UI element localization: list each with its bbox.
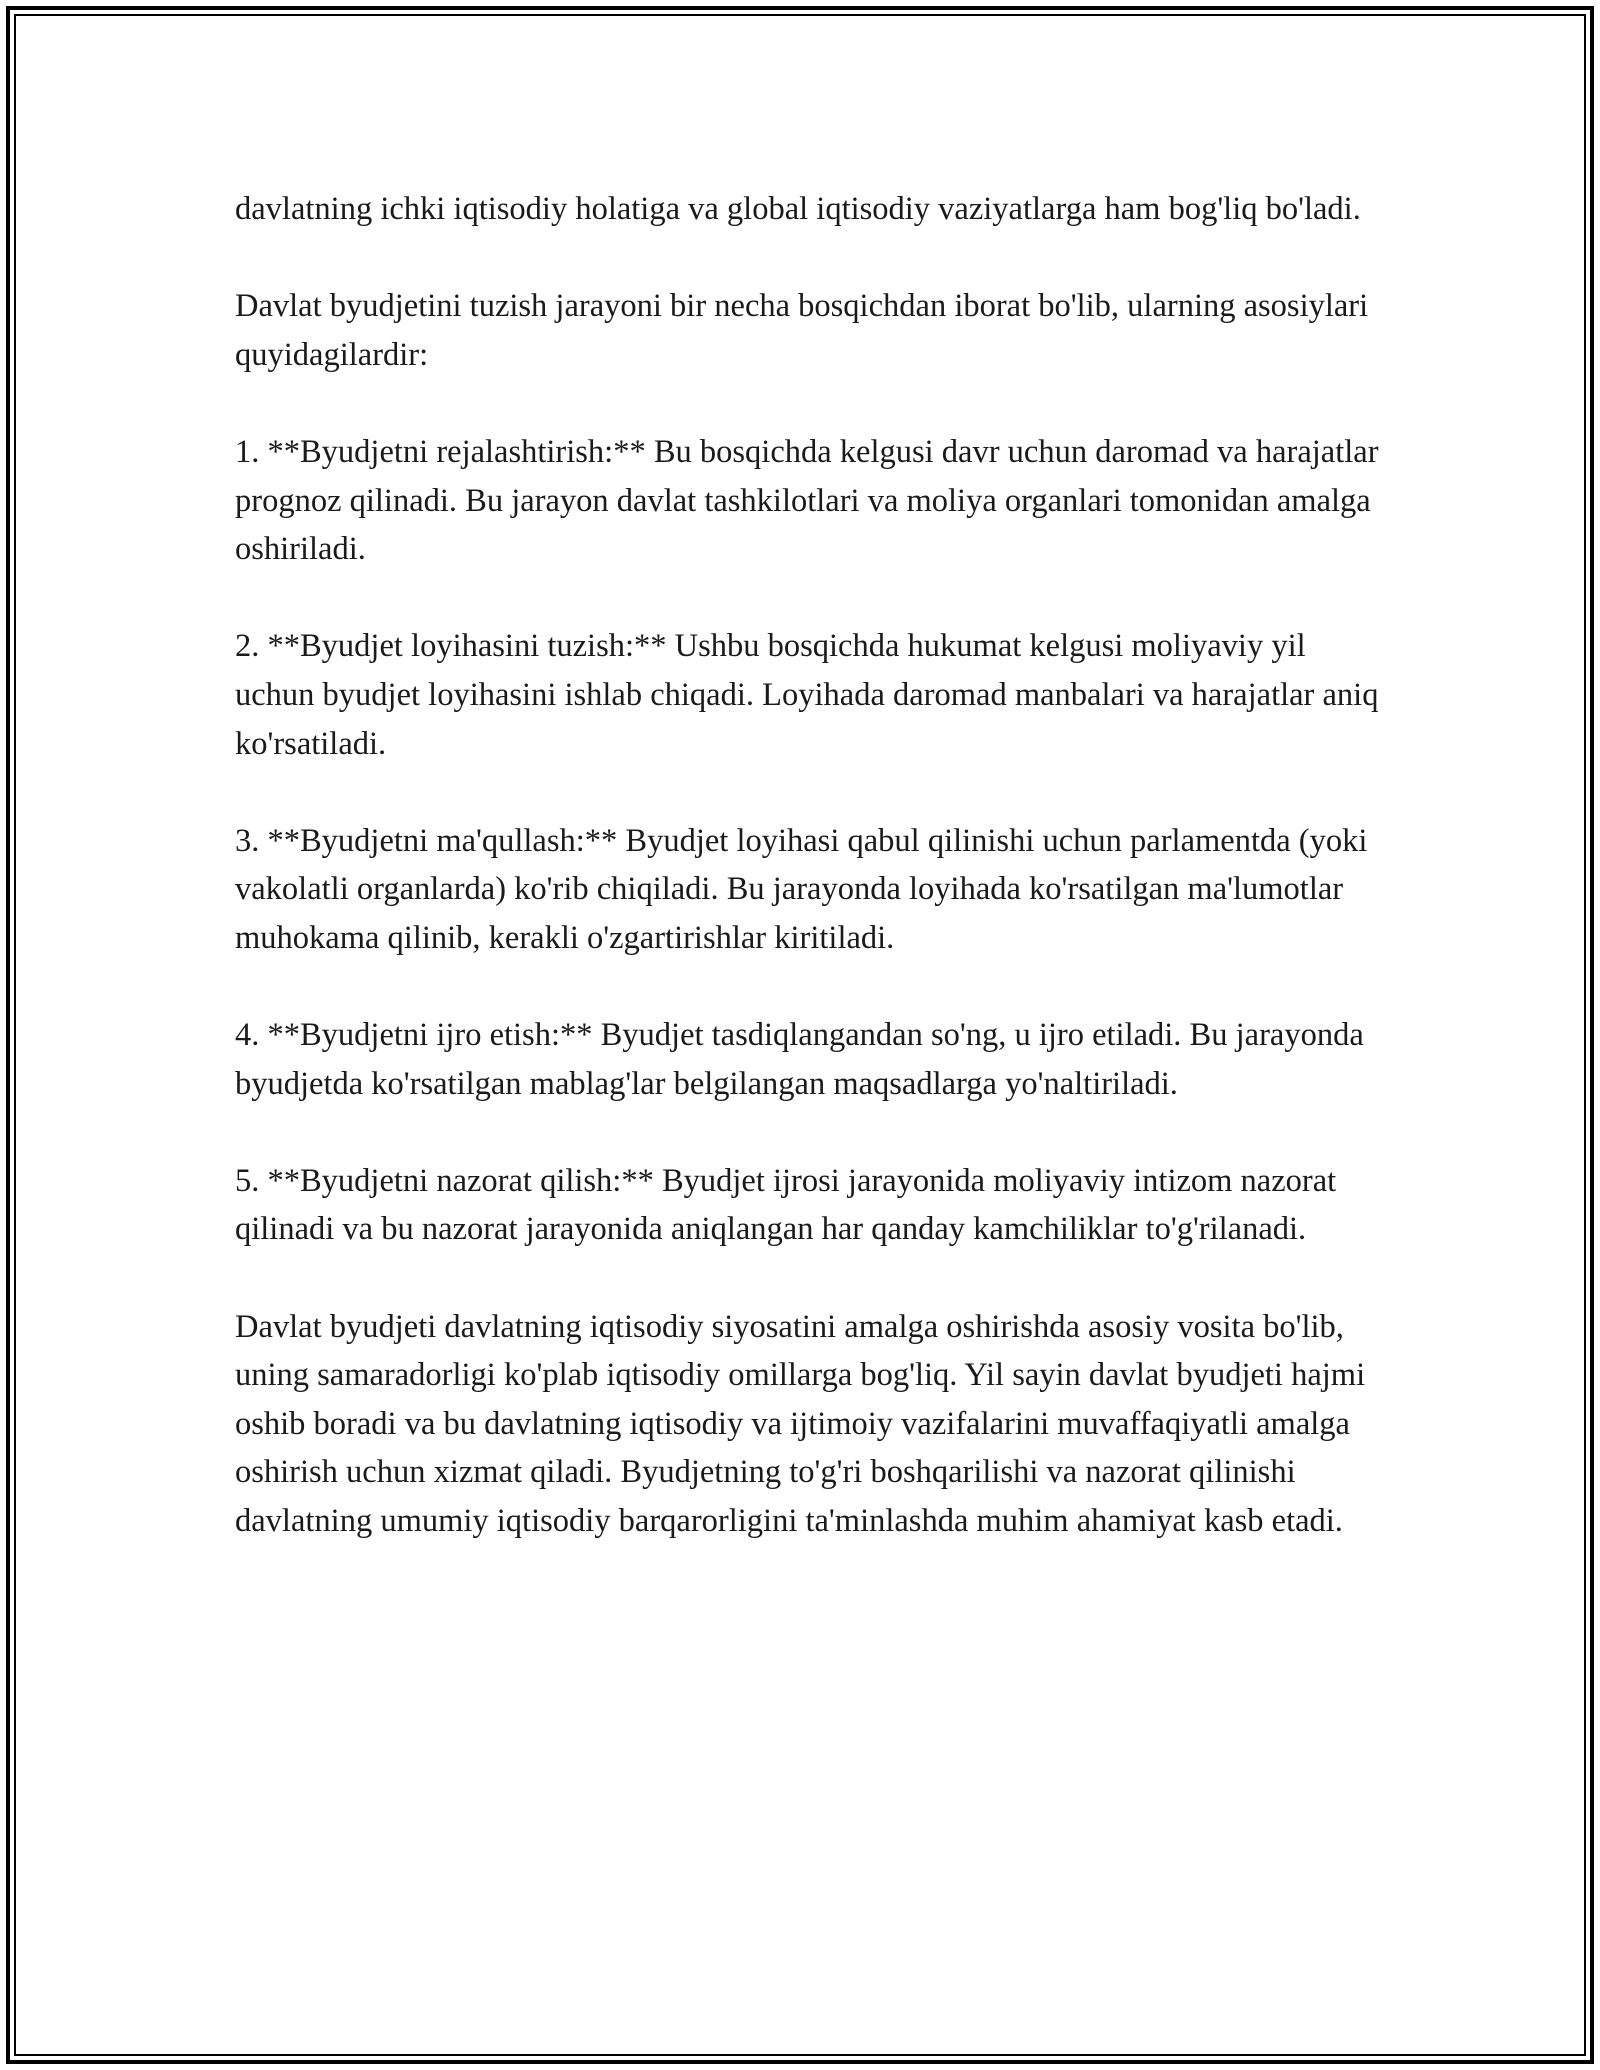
paragraph-stages-intro: Davlat byudjetini tuzish jarayoni bir necha bosqichdan iborat bo'lib, ularning asosiylari quyidagilardir: <box>235 288 1369 373</box>
list-item-stage-5: 5. **Byudjetni nazorat qilish:** Byudjet ijrosi jarayonida moliyaviy intizom nazorat qilinadi va bu nazorat jarayonida aniqlangan har qanday kamchiliklar to'g'rilanadi. <box>235 1162 1337 1248</box>
list-item-stage-3: 3. **Byudjetni ma'qullash:** Byudjet loyihasi qabul qilinishi uchun parlamentda (yoki vakolatli organlarda) ko'rib chiqiladi. Bu jarayonda loyihada ko'rsatilgan ma'lumotlar muhokama qilinib, kerakli o'zgartirishlar kiritiladi. <box>235 822 1368 956</box>
list-item-stage-4: 4. **Byudjetni ijro etish:** Byudjet tasdiqlangandan so'ng, u ijro etiladi. Bu jarayonda byudjetda ko'rsatilgan mablag'lar belgilangan maqsadlarga yo'naltiriladi. <box>235 1017 1364 1102</box>
paragraph-conclusion: Davlat byudjeti davlatning iqtisodiy siyosatini amalga oshirishda asosiy vosita bo'lib, uning samaradorligi ko'plab iqtisodiy omillarga bog'liq. Yil sayin davlat byudjeti hajmi oshib boradi va bu davlatning iqtisodiy va ijtimoiy vazifalarini muvaffaqiyatli amalga oshirish uchun xizmat qiladi. Byudjetning to'g'ri boshqarilishi va nazorat qilinishi davlatning umumiy iqtisodiy barqarorligini ta'minlashda muhim ahamiyat kasb etadi. <box>235 1308 1366 1540</box>
document-body <box>235 185 1385 1546</box>
paragraph-intro-continuation: davlatning ichki iqtisodiy holatiga va global iqtisodiy vaziyatlarga ham bog'liq bo'ladi. <box>235 191 1361 227</box>
list-item-stage-1: 1. **Byudjetni rejalashtirish:** Bu bosqichda kelgusi davr uchun daromad va harajatlar prognoz qilinadi. Bu jarayon davlat tashkilotlari va moliya organlari tomonidan amalga oshiriladi. <box>235 433 1379 568</box>
list-item-stage-2: 2. **Byudjet loyihasini tuzish:** Ushbu bosqichda hukumat kelgusi moliyaviy yil uchun byudjet loyihasini ishlab chiqadi. Loyihada daromad manbalari va harajatlar aniq ko'rsatiladi. <box>235 628 1379 762</box>
